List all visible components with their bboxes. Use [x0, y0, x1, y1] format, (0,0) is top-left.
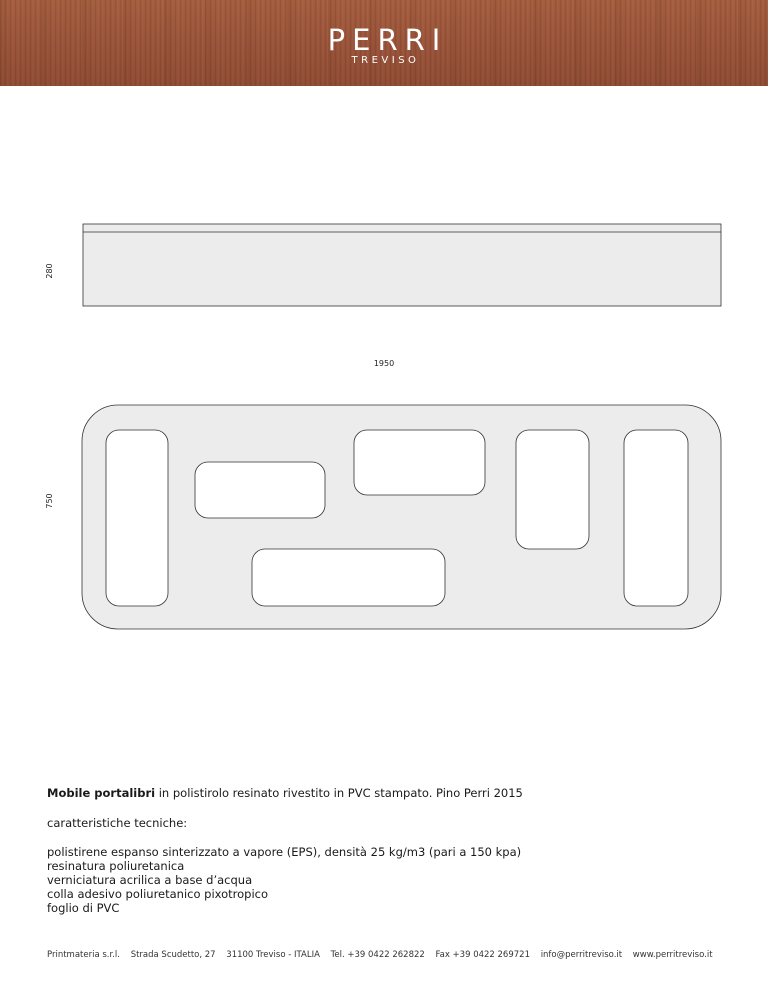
elevation-body	[83, 224, 721, 306]
width-dimension: 1950	[373, 359, 395, 368]
spec-line: verniciatura acrilica a base d’acqua	[47, 873, 253, 887]
spec-line: colla adesivo poliuretanico pixotropico	[47, 887, 269, 901]
product-description	[47, 786, 523, 800]
footer-fax: Fax +39 0422 269721	[435, 950, 530, 960]
specs-title: caratteristiche tecniche:	[47, 816, 188, 830]
spec-line: polistirene espanso sinterizzato a vapore (EPS), densità 25 kg/m3 (pari a 150 kpa)	[47, 845, 522, 859]
footer-company: Printmateria s.r.l.	[47, 950, 120, 960]
spec-line: foglio di PVC	[47, 901, 120, 915]
footer-address: Strada Scudetto, 27	[130, 950, 216, 960]
footer	[47, 950, 713, 960]
product-text: in polistirolo resinato rivestito in PVC stampato. Pino Perri 2015	[155, 786, 523, 800]
spec-line: resinatura poliuretanica	[47, 859, 185, 873]
compartment-mid-small	[195, 462, 325, 518]
compartment-top-center	[354, 430, 485, 495]
footer-website[interactable]: www.perritreviso.it	[632, 950, 713, 960]
brand-city: TREVISO	[351, 55, 420, 66]
brand-logo: PERRI	[327, 23, 448, 57]
product-name: Mobile portalibri	[47, 786, 156, 800]
plan-view	[82, 405, 721, 629]
compartment-left-tall	[106, 430, 168, 606]
compartment-right-short	[516, 430, 589, 549]
footer-email[interactable]: info@perritreviso.it	[540, 950, 623, 960]
footer-tel: Tel. +39 0422 262822	[330, 950, 425, 960]
compartment-bottom-wide	[252, 549, 445, 606]
depth-dimension: 750	[45, 493, 54, 509]
elevation-view	[83, 224, 721, 306]
footer-city: 31100 Treviso - ITALIA	[226, 950, 320, 960]
height-dimension: 280	[45, 263, 54, 279]
compartment-right-tall	[624, 430, 688, 606]
